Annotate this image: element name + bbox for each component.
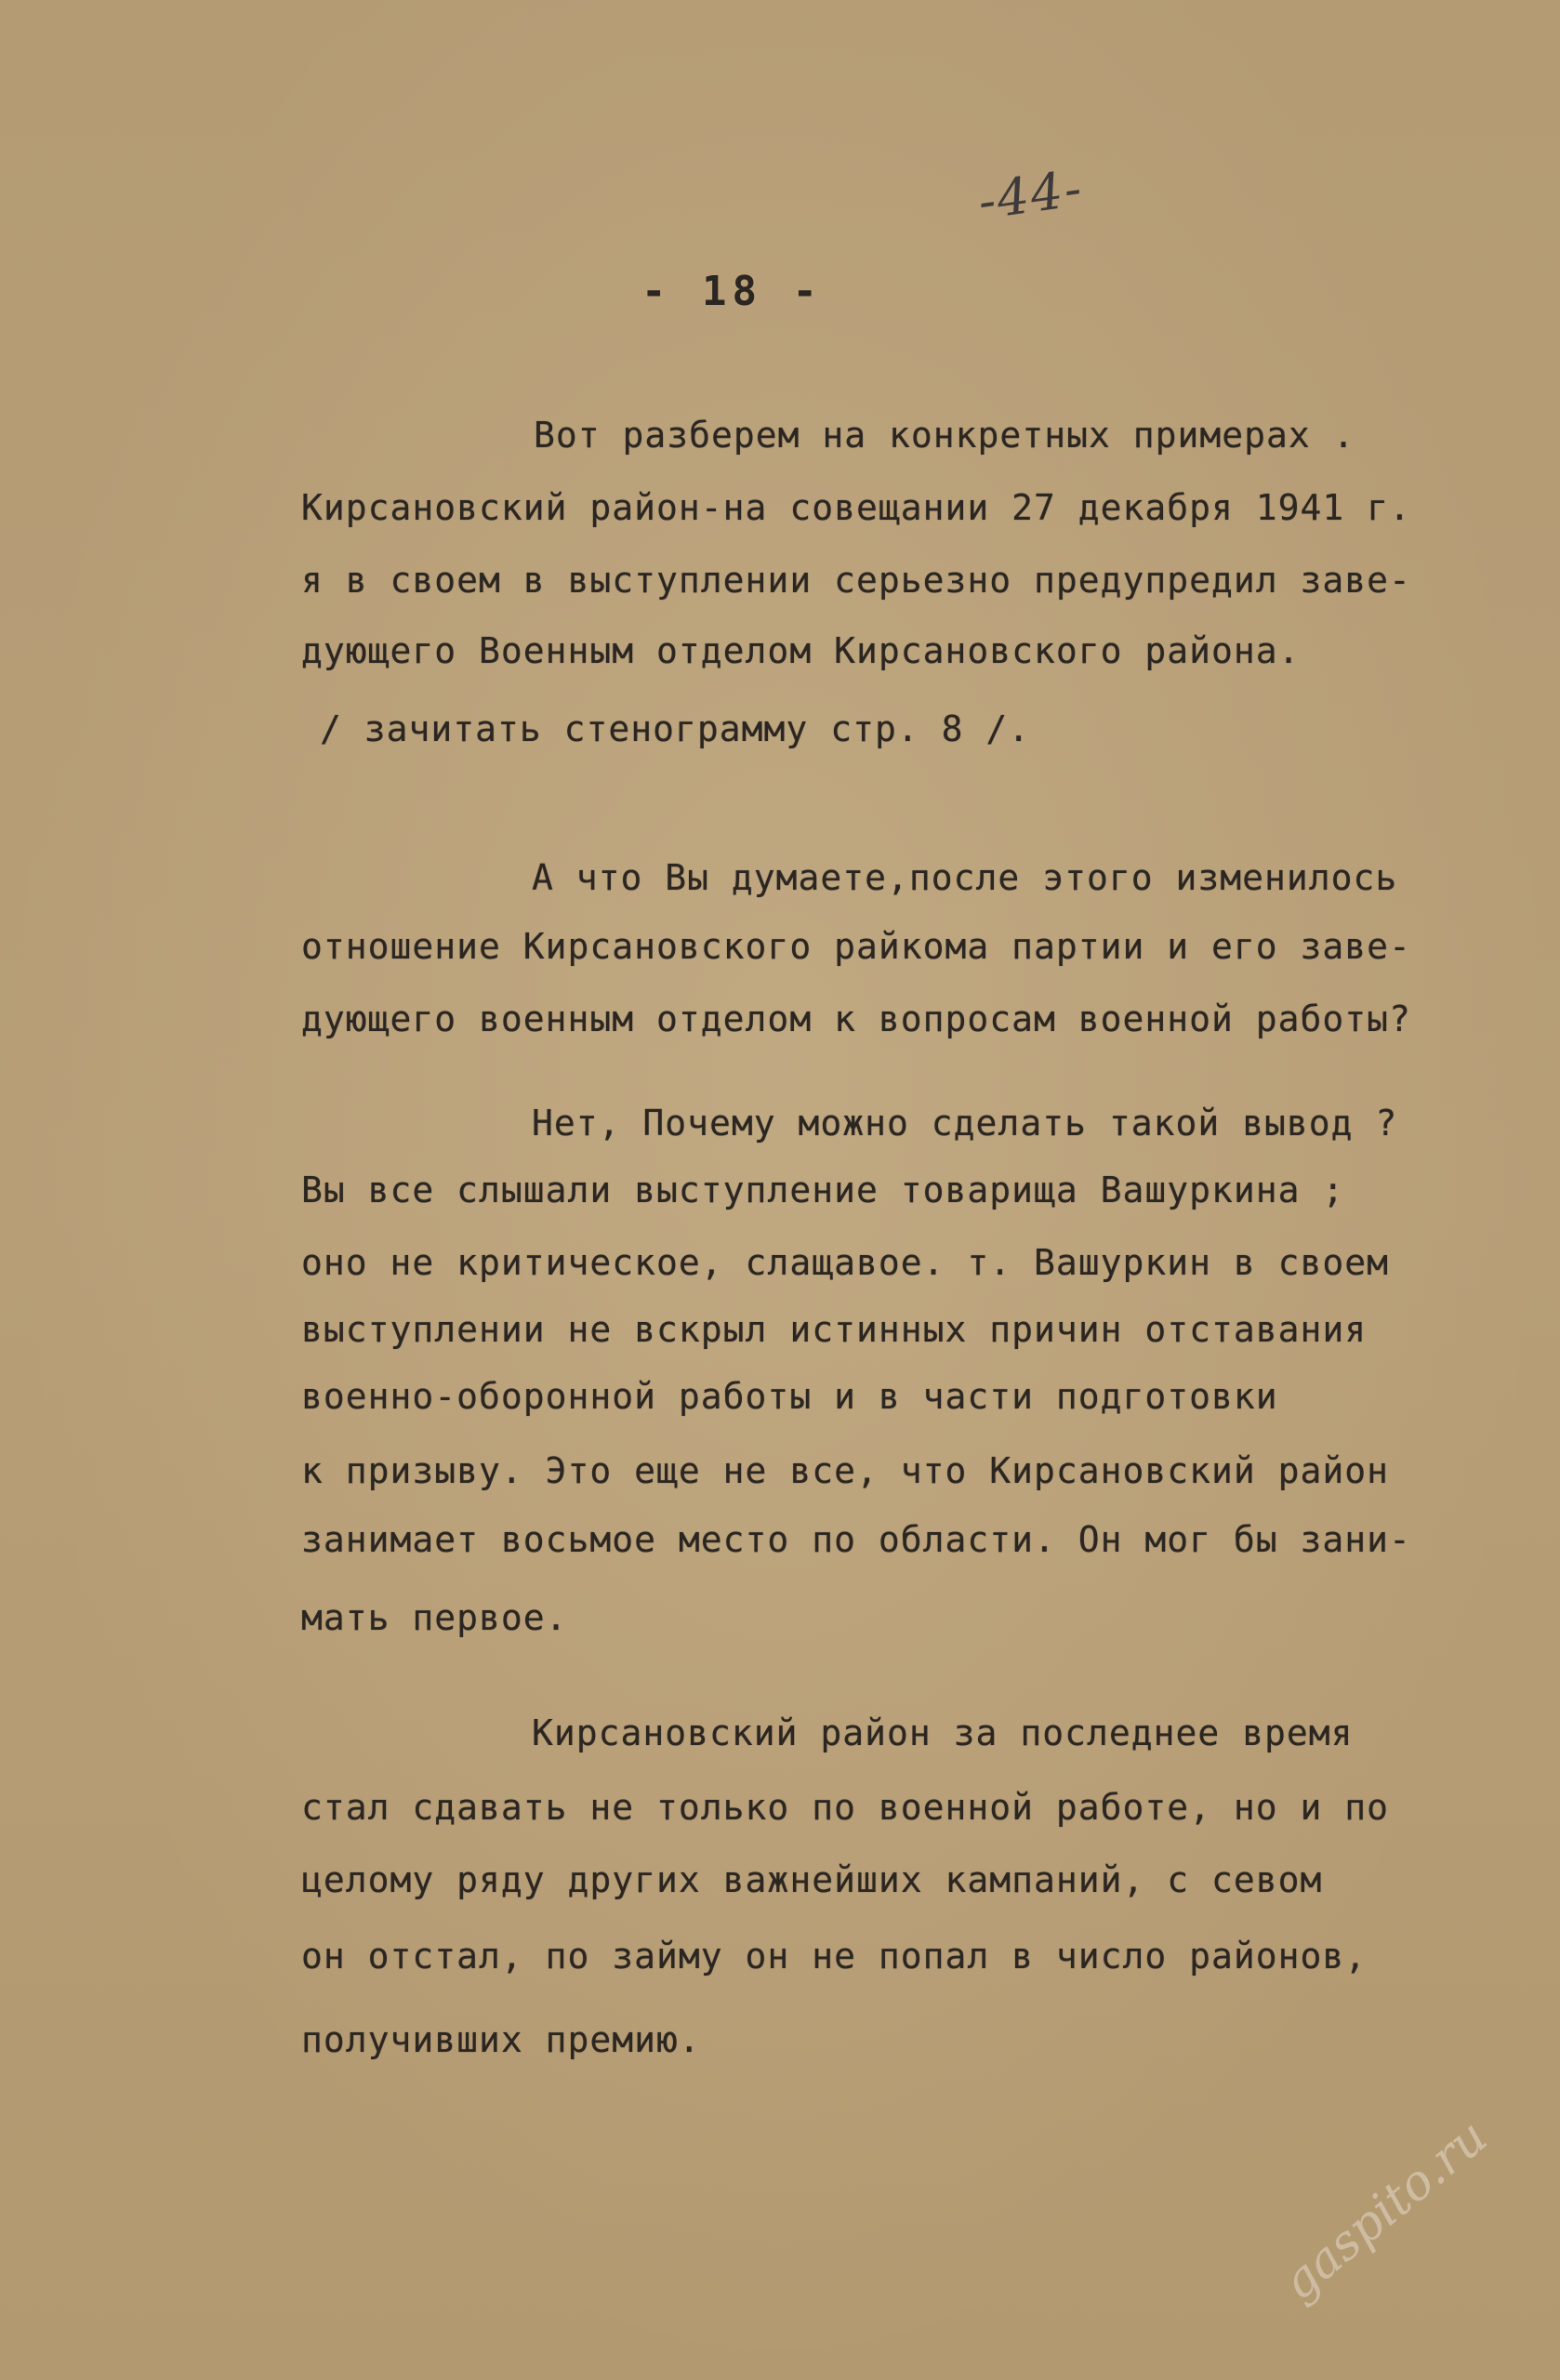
text-line-10: Вы все слышали выступление товарища Вашуркина ; — [301, 1170, 1345, 1210]
text-line-1: Вот разберем на конкретных примерах . — [534, 415, 1355, 456]
text-line-18: стал сдавать не только по военной работе, но и по — [301, 1787, 1390, 1828]
text-line-15: занимает восьмое место по области. Он мог бы зани- — [301, 1519, 1411, 1560]
text-line-20: он отстал, по займу он не попал в число районов, — [301, 1936, 1368, 1977]
text-line-7: отношение Кирсановского райкома партии и его заве- — [301, 926, 1411, 967]
text-line-12: выступлении не вскрыл истинных причин отставания — [301, 1309, 1368, 1350]
text-line-5: / зачитать стенограмму стр. 8 /. — [320, 708, 1031, 749]
watermark: gaspito.ru — [1272, 2109, 1499, 2311]
text-line-3: я в своем в выступлении серьезно предупредил заве- — [301, 560, 1411, 601]
text-line-21: получивших премию. — [301, 2019, 701, 2060]
text-line-8: дующего военным отделом к вопросам военной работы? — [301, 998, 1411, 1039]
text-line-14: к призыву. Это еще не все, что Кирсановский район — [301, 1450, 1390, 1491]
text-line-11: оно не критическое, слащавое. т. Вашуркин в своем — [301, 1242, 1390, 1283]
text-line-4: дующего Военным отделом Кирсановского района. — [301, 630, 1301, 671]
handwritten-page-mark: -44- — [974, 158, 1088, 231]
text-line-9: Нет, Почему можно сделать такой вывод ? — [532, 1103, 1398, 1144]
text-line-2: Кирсановский район-на совещании 27 декабря 1941 г. — [301, 487, 1411, 528]
text-line-16: мать первое. — [301, 1597, 568, 1638]
text-line-6: А что Вы думаете,после этого изменилось — [532, 857, 1398, 898]
page-number: - 18 - — [641, 268, 823, 315]
text-line-17: Кирсановский район за последнее время — [532, 1712, 1354, 1753]
text-line-19: целому ряду других важнейших кампаний, с севом — [301, 1859, 1323, 1900]
text-line-13: военно-оборонной работы и в части подготовки — [301, 1376, 1278, 1417]
